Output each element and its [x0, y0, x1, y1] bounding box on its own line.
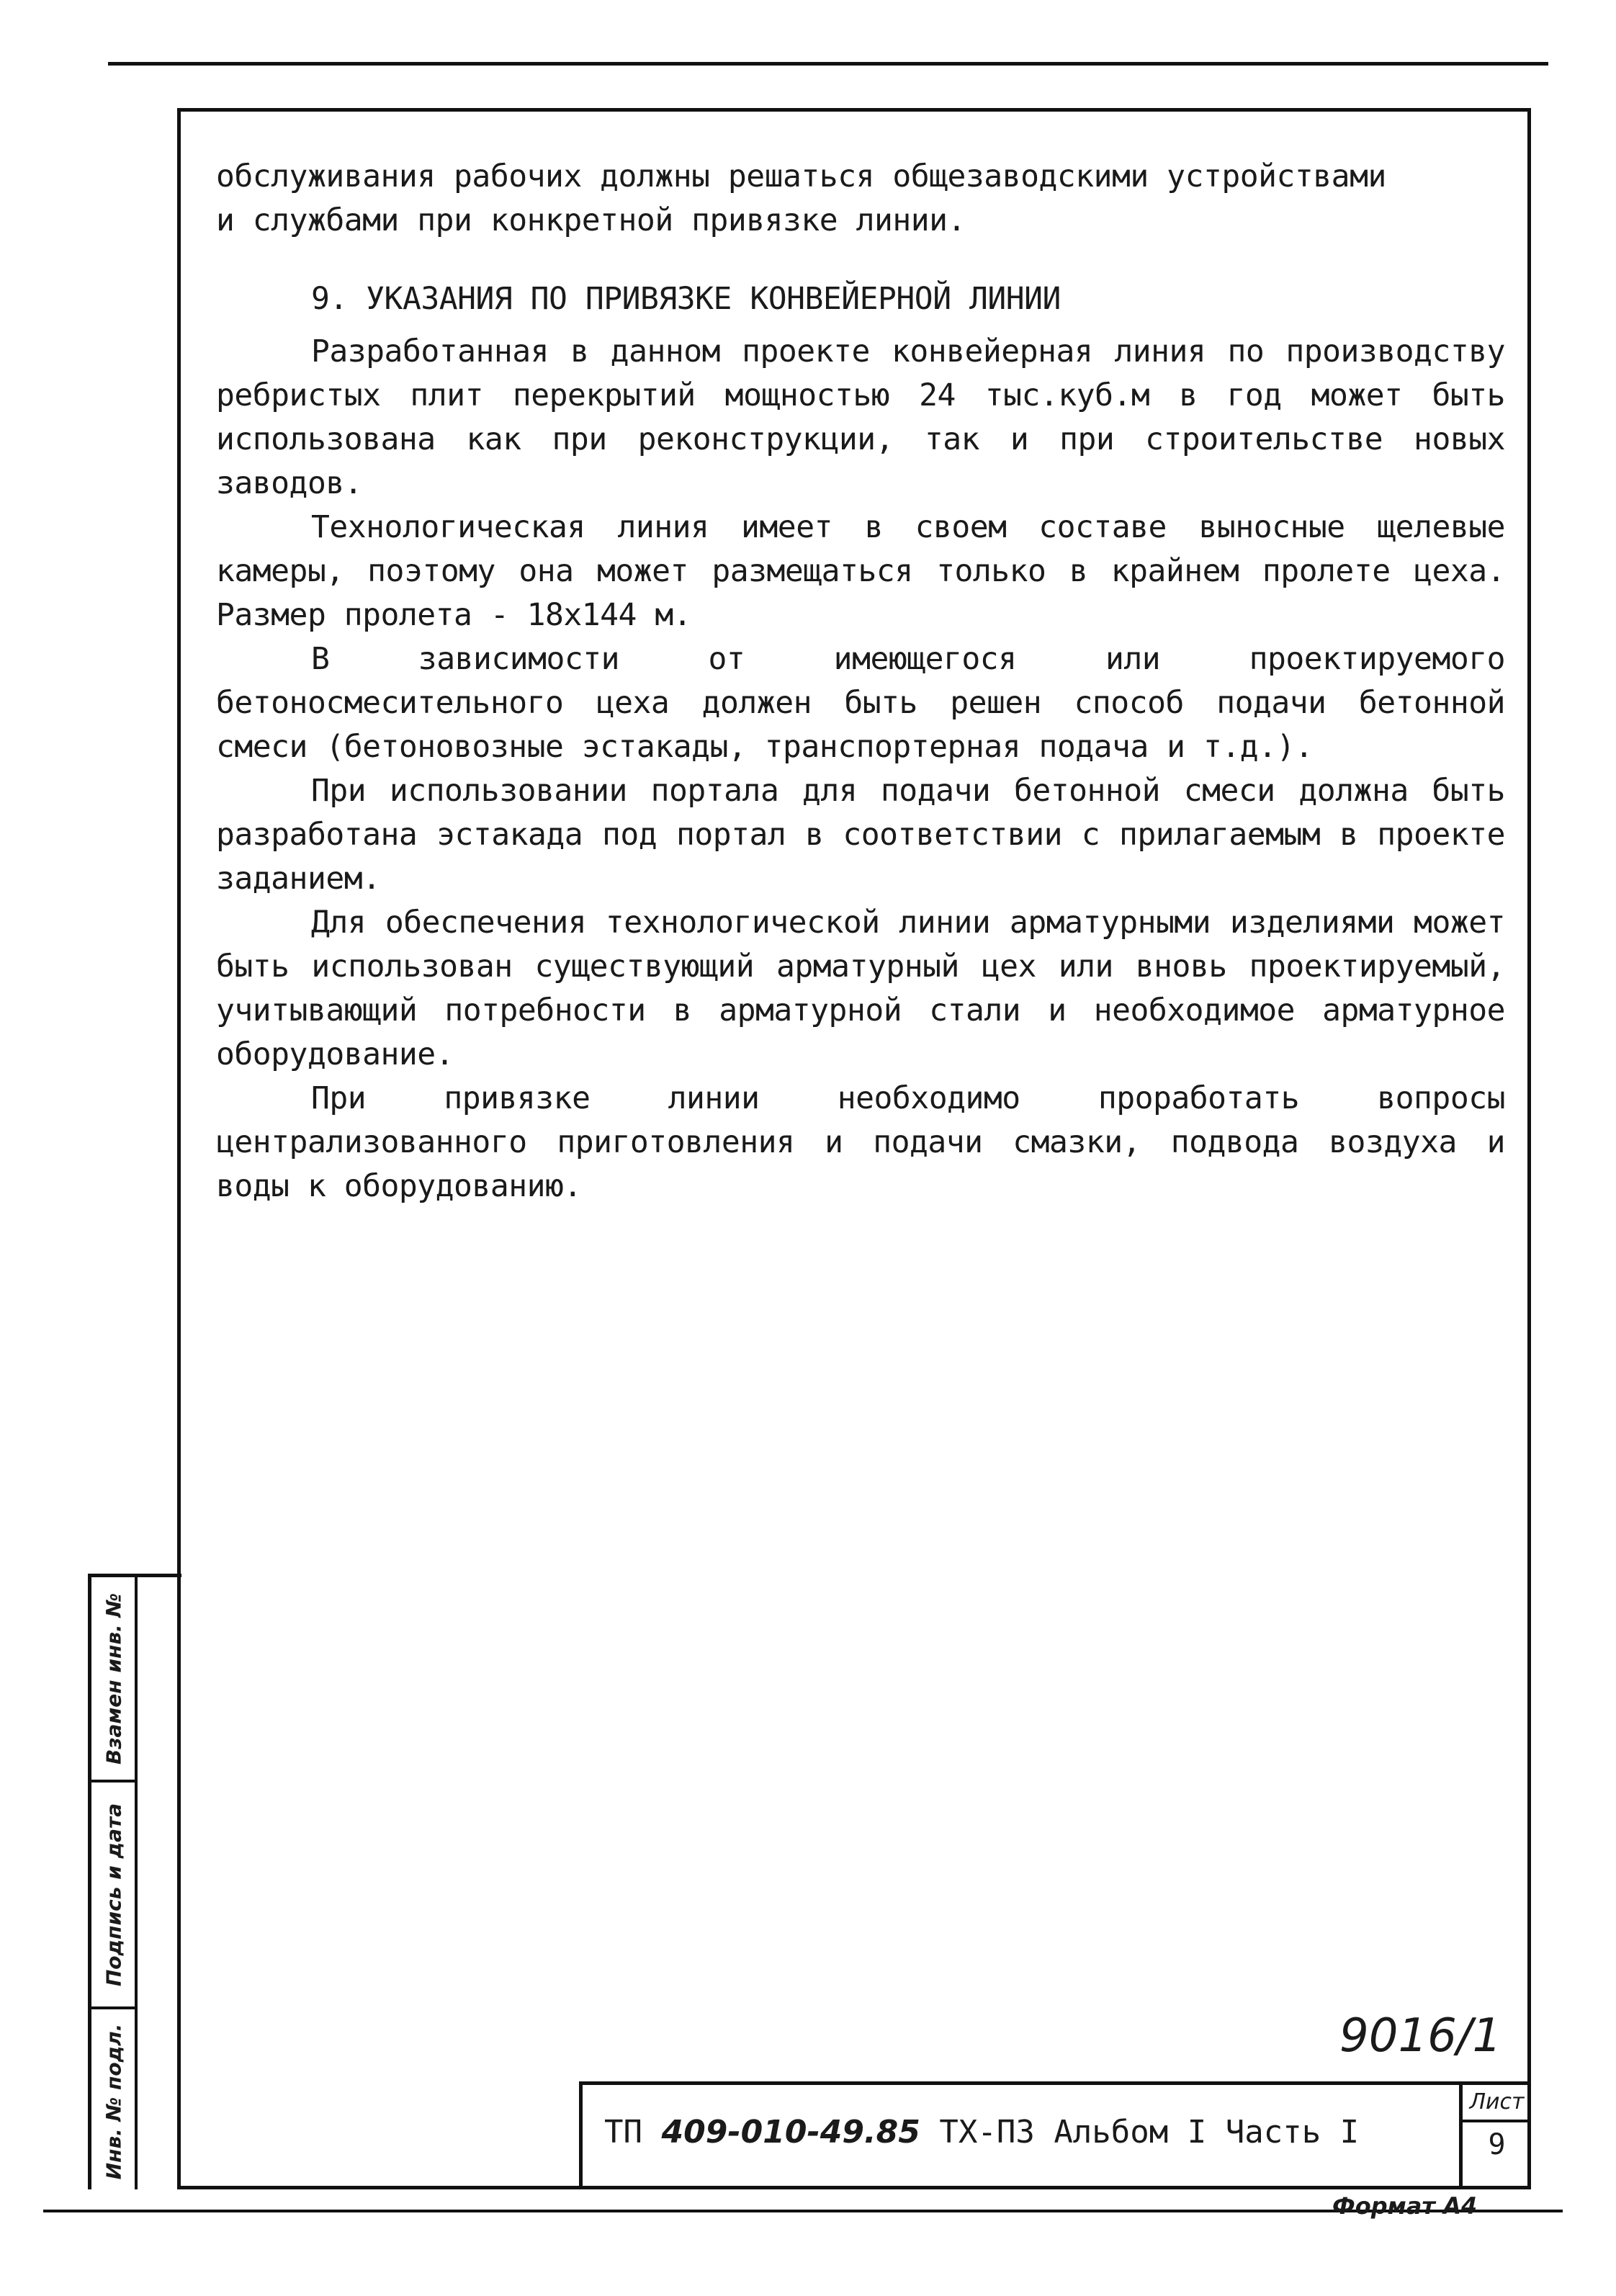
document-designation	[604, 2114, 1359, 2151]
paragraph: Для обеспечения технологической линии арматурными изделиями может быть использован существующий арматурный цех или вновь проектируемый, учитывающий потребности в арматурной стали и необходимое арматурное оборудование.	[216, 905, 1505, 1072]
side-cell-signature	[91, 1782, 136, 2009]
paragraph: Технологическая линия имеет в своем составе выносные щелевые камеры, поэтому она может размещаться только в крайнем пролете цеха. Размер пролета - 18х144 м.	[216, 509, 1505, 633]
document-body	[216, 155, 1505, 1208]
side-label-replacement: Взамен инв. №	[102, 1592, 126, 1764]
paragraph: В зависимости от имеющегося или проектируемого бетоносмесительного цеха должен быть решен способ подачи бетонной смеси (бетоновозные эстакады, транспортерная подача и т.д.).	[216, 641, 1505, 765]
side-label-original: Инв. № подл.	[102, 2023, 126, 2179]
sheet-box	[1459, 2085, 1531, 2189]
top-rule	[108, 62, 1548, 66]
side-cell-original	[91, 2009, 136, 2193]
side-label-signature: Подпись и дата	[102, 1803, 126, 1986]
paragraph: При привязке линии необходимо проработать вопросы централизованного приготовления и подачи смазки, подвода воздуха и воды к оборудованию.	[216, 1080, 1505, 1204]
title-block	[579, 2081, 1531, 2189]
format-label: Формат А4	[1332, 2192, 1478, 2220]
side-stamp	[88, 1574, 181, 2189]
handwritten-number: 9016/1	[1339, 2009, 1502, 2063]
body-line: и службами при конкретной привязке линии.	[216, 202, 966, 238]
body-line: обслуживания рабочих должны решаться общезаводскими устройствами	[216, 158, 1386, 194]
designation-code: 409-010-49.85	[661, 2114, 920, 2151]
paragraph: При использовании портала для подачи бетонной смеси должна быть разработана эстакада под портал в соответствии с прилагаемым в проекте заданием.	[216, 773, 1505, 897]
sheet-number: 9	[1488, 2128, 1506, 2161]
designation-prefix: ТП	[604, 2114, 642, 2151]
paragraph: Разработанная в данном проекте конвейерная линия по производству ребристых плит перекрытий мощностью 24 тыс.куб.м в год может быть использована как при реконструкции, так и при строительстве новых заводов.	[216, 333, 1505, 501]
section-heading: 9. УКАЗАНИЯ ПО ПРИВЯЗКЕ КОНВЕЙЕРНОЙ ЛИНИИ	[311, 281, 1061, 317]
side-cell-replacement	[91, 1577, 136, 1782]
designation-suffix: ТХ-ПЗ Альбом I Часть I	[939, 2114, 1360, 2151]
sheet-label: Лист	[1463, 2085, 1531, 2122]
